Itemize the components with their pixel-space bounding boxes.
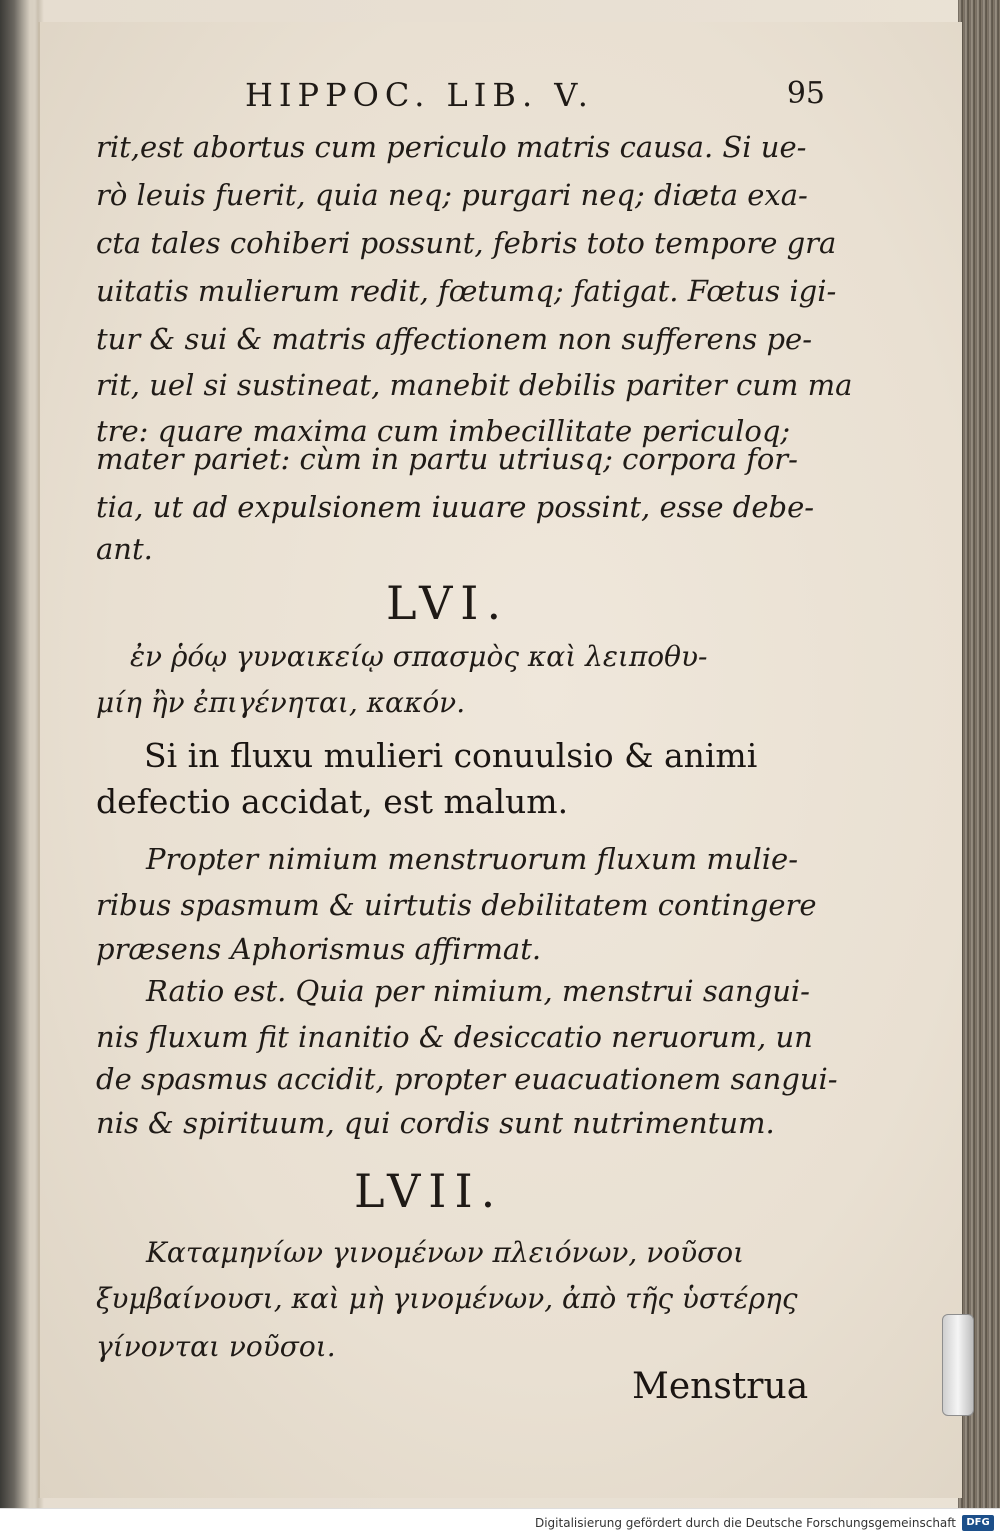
dfg-logo: DFG bbox=[962, 1515, 994, 1531]
aphorism-line: Si in fluxu mulieri conuulsio & animi bbox=[144, 736, 758, 775]
text-line: cta tales cohiberi possunt, febris toto tempore gra bbox=[96, 226, 837, 260]
text-line: tur & sui & matris affectionem non sufferens pe- bbox=[96, 322, 813, 356]
greek-line: ξυμβαίνουσι, καὶ μὴ γινομένων, ἀπὸ τῆς ὑστέρης bbox=[96, 1282, 798, 1315]
header-title: HIPPOC. LIB. V. bbox=[245, 76, 594, 114]
text-line: ant. bbox=[96, 532, 153, 566]
text-line: rit, uel si sustineat, manebit debilis pariter cum ma bbox=[96, 368, 853, 402]
commentary-line: nis fluxum fit inanitio & desiccatio neruorum, un bbox=[96, 1020, 813, 1054]
text-line: uitatis mulierum redit, fœtumq; fatigat. Fœtus igi- bbox=[96, 274, 837, 308]
page-number: 95 bbox=[786, 76, 825, 111]
commentary-line: de spasmus accidit, propter euacuationem sangui- bbox=[96, 1062, 838, 1096]
bookmark-tab bbox=[942, 1314, 974, 1416]
catchword: Menstrua bbox=[632, 1366, 809, 1407]
commentary-line: Propter nimium menstruorum fluxum mulie- bbox=[146, 842, 799, 876]
commentary-line: nis & spirituum, qui cordis sunt nutrimentum. bbox=[96, 1106, 775, 1140]
greek-line: Καταμηνίων γινομένων πλειόνων, νοῦσοι bbox=[146, 1236, 745, 1269]
page-edges bbox=[958, 0, 1000, 1508]
footer-bar bbox=[0, 1508, 1000, 1539]
commentary-line: præsens Aphorismus affirmat. bbox=[96, 932, 542, 966]
section-numeral: LVII. bbox=[354, 1164, 504, 1218]
text-line: rit,est abortus cum periculo matris causa. Si ue- bbox=[96, 130, 807, 164]
commentary-line: Ratio est. Quia per nimium, menstrui sangui- bbox=[146, 974, 810, 1008]
greek-line: γίνονται νοῦσοι. bbox=[96, 1330, 336, 1363]
commentary-line: ribus spasmum & uirtutis debilitatem contingere bbox=[96, 888, 817, 922]
greek-line: μίη ἢν ἐπιγένηται, κακόν. bbox=[96, 686, 466, 719]
text-line: tia, ut ad expulsionem iuuare possint, esse debe- bbox=[96, 490, 815, 524]
text-line: tre: quare maxima cum imbecillitate periculoq; bbox=[96, 414, 791, 448]
funding-credit: Digitalisierung gefördert durch die Deutsche Forschungsgemeinschaft bbox=[534, 1516, 956, 1530]
section-numeral: LVI. bbox=[386, 576, 510, 630]
aphorism-line: defectio accidat, est malum. bbox=[96, 782, 569, 821]
text-line: rò leuis fuerit, quia neq; purgari neq; diæta exa- bbox=[96, 178, 808, 212]
greek-line: ἐν ῥόῳ γυναικείῳ σπασμὸς καὶ λειποθυ- bbox=[130, 640, 708, 673]
text-line: mater pariet: cùm in partu utriusq; corpora for- bbox=[96, 442, 798, 476]
running-header bbox=[245, 76, 825, 116]
